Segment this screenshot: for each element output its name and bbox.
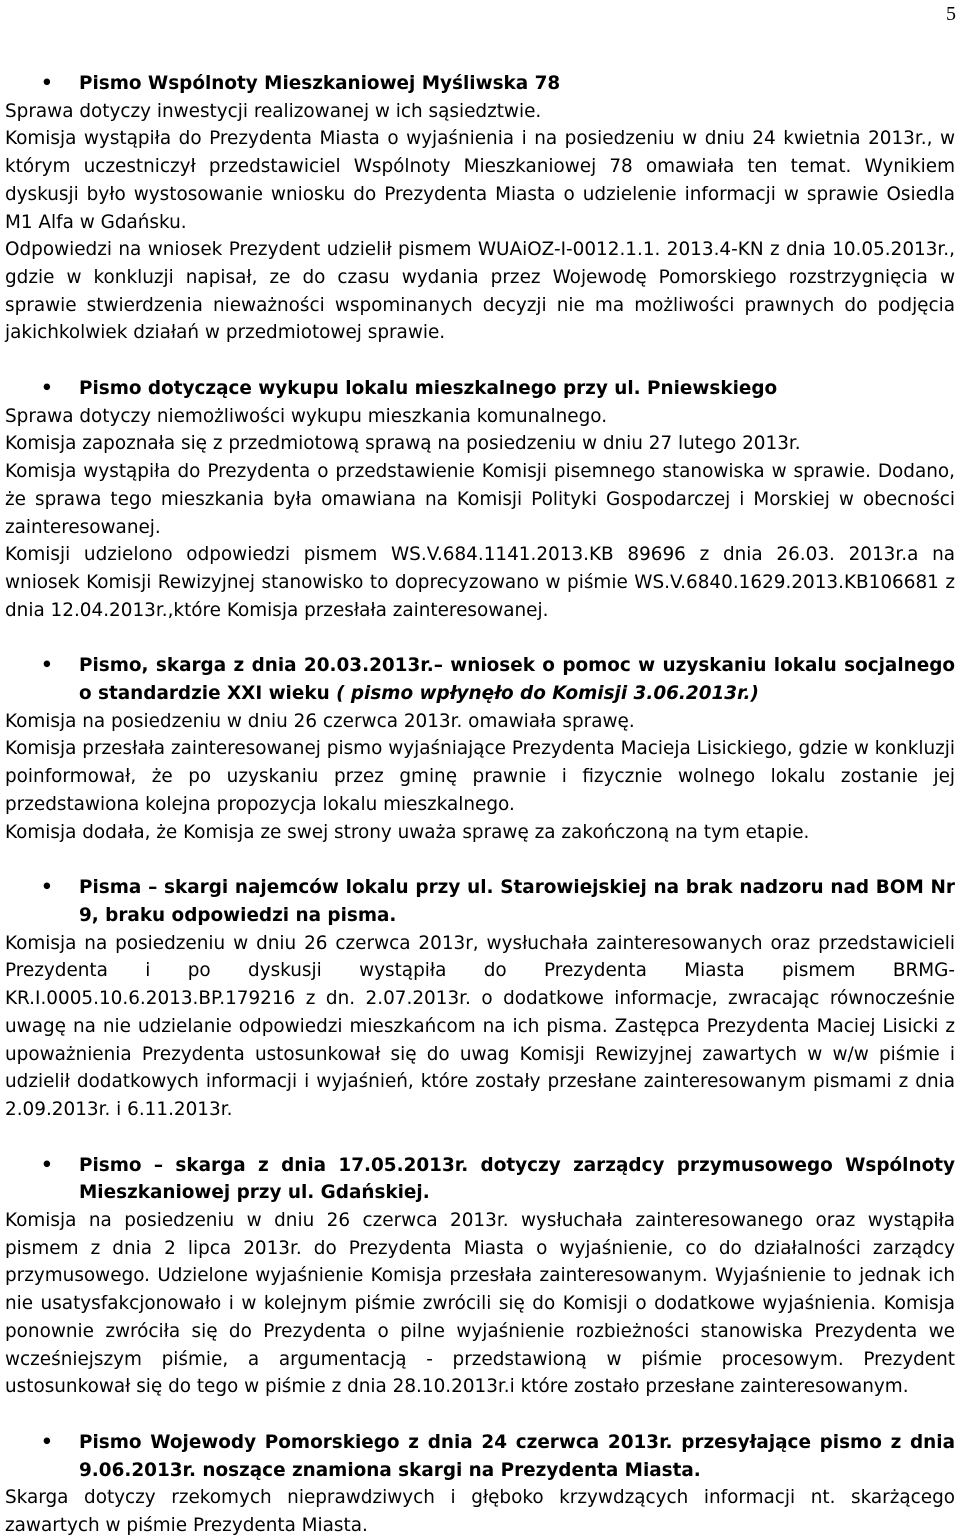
bullet-icon: • xyxy=(41,378,53,400)
section-heading xyxy=(5,1152,955,1207)
paragraph: Sprawa dotyczy niemożliwości wykupu mieszkania komunalnego. xyxy=(5,405,608,427)
paragraph: Komisja na posiedzeniu w dniu 26 czerwca 2013r. wysłuchała zainteresowanego oraz wystąpiła pismem z dnia 2 lipca 2013r. do Prezydenta Miasta o wyjaśnienie, co do działalności zarządcy przymusowego. Udzielone wyjaśnienie Komisja przesłała zainteresowanym. Wyjaśnienie to jednak ich nie usatysfakcjonowało i w kolejnym piśmie zwrócili się do Komisji o dodatkowe wyjaśnienia. Komisja ponownie zwróciła się do Prezydenta o pilne wyjaśnienie rozbieżności stanowiska Prezydenta we wcześniejszym piśmie, a argumentacją - przedstawioną w piśmie procesowym. Prezydent ustosunkował się do tego w piśmie z dnia 28.10.2013r.i które zostało przesłane zainteresowanym. xyxy=(5,1210,955,1398)
section-pniewskiego xyxy=(5,375,955,624)
section-heading xyxy=(5,1429,955,1484)
section-title: Pismo Wojewody Pomorskiego z dnia 24 czerwca 2013r. przesyłające pismo z dnia 9.06.2013r. noszące znamiona skargi na Prezydenta Miasta. xyxy=(79,1431,955,1481)
paragraph: Komisja wystąpiła do Prezydenta Miasta o wyjaśnienia i na posiedzeniu w dniu 24 kwietnia 2013r., w którym uczestniczył przedstawiciel Wspólnoty Mieszkaniowej 78 omawiała ten temat. Wynikiem dyskusji było wystosowanie wniosku do Prezydenta Miasta o udzielenie informacji w sprawie Osiedla M1 Alfa w Gdańsku. xyxy=(5,128,955,233)
section-body xyxy=(5,98,955,347)
paragraph: Sprawa dotyczy inwestycji realizowanej w ich sąsiedztwie. xyxy=(5,100,542,122)
section-title: Pismo dotyczące wykupu lokalu mieszkalnego przy ul. Pniewskiego xyxy=(79,378,778,400)
section-gdanska xyxy=(5,1152,955,1401)
section-title-note: ( pismo wpłynęło do Komisji 3.06.2013r.) xyxy=(336,683,759,705)
paragraph: Komisja zapoznała się z przedmiotową sprawą na posiedzeniu w dniu 27 lutego 2013r. xyxy=(5,433,801,455)
paragraph: Komisja na posiedzeniu w dniu 26 czerwca 2013r, wysłuchała zainteresowanych oraz przedstawicieli Prezydenta i po dyskusji wystąpiła do Prezydenta Miasta pismem BRMG-KR.I.0005.10.6.2013.BP.179216 z dn. 2.07.2013r. o dodatkowe informacje, zwracając równocześnie uwagę na nie udzielanie odpowiedzi mieszkańcom na ich pisma. Zastępca Prezydenta Maciej Lisicki z upoważnienia Prezydenta ustosunkował się do uwag Komisji Rewizyjnej zawartych w w/w piśmie i udzielił dodatkowych informacji i wyjaśnień, które zostały przesłane zainteresowanym pismami z dnia 2.09.2013r. i 6.11.2013r. xyxy=(5,932,955,1120)
section-body xyxy=(5,930,955,1124)
bullet-icon: • xyxy=(41,73,53,94)
document-body xyxy=(5,70,955,1540)
section-mysliwska xyxy=(5,70,955,347)
section-heading xyxy=(5,874,955,929)
section-starowiejska xyxy=(5,874,955,1123)
paragraph: Komisji udzielono odpowiedzi pismem WS.V.684.1141.2013.KB 89696 z dnia 26.03. 2013r.a na wniosek Komisji Rewizyjnej stanowisko to doprecyzowano w piśmie WS.V.6840.1629.2013.KB106681 z dnia 12.04.2013r.,które Komisja przesłała zainteresowanej. xyxy=(5,544,955,621)
section-heading xyxy=(5,70,955,98)
bullet-icon: • xyxy=(41,877,53,899)
section-title: Pismo – skarga z dnia 17.05.2013r. dotyczy zarządcy przymusowego Wspólnoty Mieszkaniowej przy ul. Gdańskiej. xyxy=(79,1154,955,1204)
section-body xyxy=(5,403,955,625)
paragraph: Komisja na posiedzeniu w dniu 26 czerwca 2013r. omawiała sprawę. xyxy=(5,710,635,732)
bullet-icon: • xyxy=(41,655,53,677)
section-body xyxy=(5,1484,955,1539)
paragraph: Komisja przesłała zainteresowanej pismo wyjaśniające Prezydenta Macieja Lisickiego, gdzie w konkluzji poinformował, że po uzyskaniu przez gminę prawnie i fizycznie wolnego lokalu zostanie jej przedstawiona kolejna propozycja lokalu mieszkalnego. xyxy=(5,738,955,815)
section-wojewoda xyxy=(5,1429,955,1540)
section-title: Pismo Wspólnoty Mieszkaniowej Myśliwska 78 xyxy=(79,73,561,94)
section-title: Pismo, skarga z dnia 20.03.2013r.– wniosek o pomoc w uzyskaniu lokalu socjalnego o standardzie XXI wieku xyxy=(79,655,955,705)
section-title-wrap xyxy=(79,652,955,707)
section-body xyxy=(5,708,955,847)
page-number: 5 xyxy=(946,3,956,25)
paragraph: Komisja dodała, że Komisja ze swej strony uważa sprawę za zakończoną na tym etapie. xyxy=(5,821,810,843)
section-title: Pisma – skargi najemców lokalu przy ul. Starowiejskiej na brak nadzoru nad BOM Nr 9, braku odpowiedzi na pisma. xyxy=(79,877,955,926)
paragraph: Komisja wystąpiła do Prezydenta o przedstawienie Komisji pisemnego stanowiska w sprawie. Dodano, że sprawa tego mieszkania była omawiana na Komisji Polityki Gospodarczej i Morskiej w obecności zainteresowanej. xyxy=(5,461,955,538)
bullet-icon: • xyxy=(41,1431,53,1453)
section-skarga-lokal-socjalny xyxy=(5,652,955,846)
paragraph: Skarga dotyczy rzekomych nieprawdziwych i głęboko krzywdzących informacji nt. skarżącego zawartych w piśmie Prezydenta Miasta. xyxy=(5,1487,955,1537)
paragraph: Odpowiedzi na wniosek Prezydent udzielił pismem WUAiOZ-I-0012.1.1. 2013.4-KN z dnia 10.05.2013r., gdzie w konkluzji napisał, ze do czasu wydania przez Wojewodę Pomorskiego rozstrzygnięcia w sprawie stwierdzenia nieważności wspominanych decyzji nie ma możliwości prawnych do podjęcia jakichkolwiek działań w przedmiotowej sprawie. xyxy=(5,239,955,344)
section-body xyxy=(5,1207,955,1401)
section-heading xyxy=(5,652,955,707)
section-heading xyxy=(5,375,955,403)
bullet-icon: • xyxy=(41,1154,53,1176)
